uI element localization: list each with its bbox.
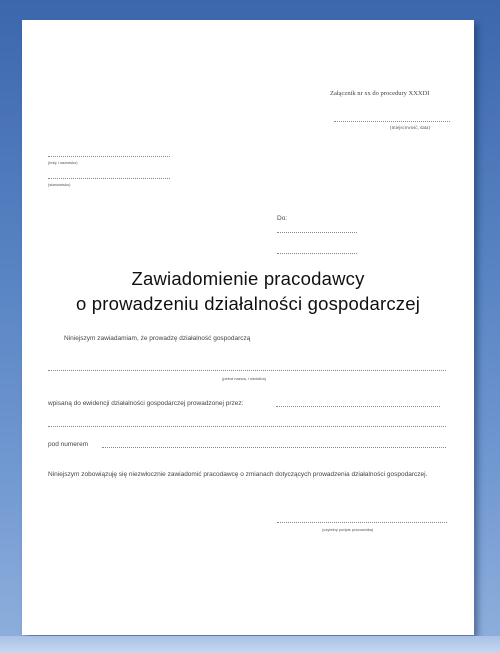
signature-line (277, 522, 447, 523)
addressee-line-2 (277, 253, 357, 254)
place-date-line (334, 121, 450, 122)
intro-text: Niniejszym zawiadamiam, że prowadzę działalność gospodarczą (64, 335, 251, 342)
attachment-note: Załącznik nr xx do procedury XXXDI (330, 90, 430, 97)
document-page (22, 20, 474, 635)
employee-name-caption: (imię i nazwisko) (48, 160, 78, 165)
company-line (48, 370, 446, 371)
signature-caption: (czytelny podpis pracownika) (322, 527, 374, 532)
registry-line-2 (48, 426, 446, 427)
addressee-label: Do: (277, 215, 288, 222)
document-title-line-1: Zawiadomienie pracodawcy (131, 268, 365, 289)
employee-name-line (48, 156, 170, 157)
number-label: pod numerem (48, 441, 89, 448)
addressee-line-1 (277, 232, 357, 233)
document-title-line-2: o prowadzeniu działalności gospodarczej (75, 293, 421, 314)
window-bottom-strip (0, 636, 500, 653)
registry-label: wpisaną do ewidencji działalności gospodarczej prowadzonej przez: (48, 400, 244, 407)
obligation-text: Niniejszym zobowiązuję się niezwłocznie zawiadomić pracodawcę o zmianach dotyczących prowadzenia działalności gospodarczej. (48, 471, 428, 478)
employee-position-line (48, 178, 170, 179)
number-line (102, 447, 446, 448)
employee-position-caption: (stanowisko) (48, 182, 71, 187)
company-caption: (pełna nazwa, i siedziba) (222, 376, 267, 381)
registry-line (276, 406, 440, 407)
place-date-caption: (miejscowość, data) (390, 126, 430, 131)
